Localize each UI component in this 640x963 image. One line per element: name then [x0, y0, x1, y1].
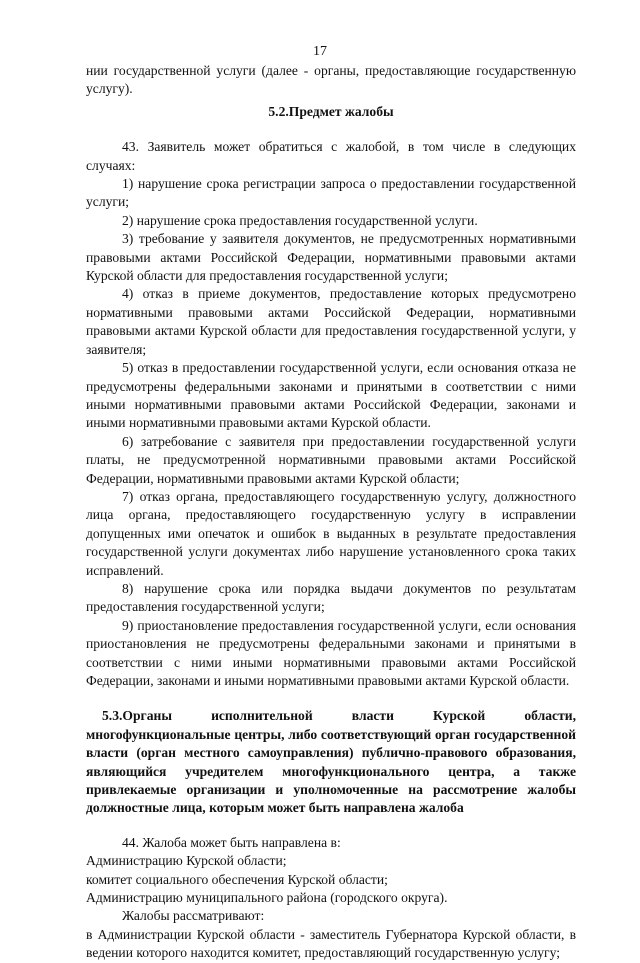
paragraph-reviewer-1: в Администрации Курской области - заместитель Губернатора Курской области, в ведении которого находится комитет, предоставляющий государственную услугу; — [86, 926, 576, 961]
paragraph-item-43: 43. Заявитель может обратиться с жалобой, в том числе в следующих случаях: — [86, 139, 576, 173]
paragraph-case-6: 6) затребование с заявителя при предоставлении государственной услуги платы, не предусмотренной нормативными правовыми актами Российской Федерации, нормативными правовыми актами Курской области; — [86, 433, 576, 486]
paragraph-case-5: 5) отказ в предоставлении государственной услуги, если основания отказа не предусмотрены федеральными законами и принятыми в соответствии с ними иными нормативными правовыми актами Российской Федерации, законами и иными нормативными правовыми актами Курской области. — [86, 360, 576, 431]
paragraph-addressee-2: комитет социального обеспечения Курской области; — [86, 871, 388, 887]
paragraph-section-5-3-title: 5.3.Органы исполнительной власти Курской области, многофункциональные центры, либо соответствующий орган государственной власти (орган местного самоуправления) публично-правового образования, являющийся учредителем многофункционального центра, а также привлекаемые организации и уполномоченные на рассмотрение жалобы должностные лица, которым может быть направлена жалоба — [86, 708, 576, 816]
paragraph-section-5-2-title: 5.2.Предмет жалобы — [268, 103, 394, 119]
paragraph-case-4: 4) отказ в приеме документов, предоставление которых предусмотрено нормативными правовыми актами Российской Федерации, нормативными правовыми актами Курской области для предоставления государственной услуги, у заявителя; — [86, 286, 576, 357]
paragraph-case-2: 2) нарушение срока предоставления государственной услуги. — [122, 212, 478, 228]
page-number: 17 — [313, 44, 327, 59]
document-body — [86, 62, 576, 963]
paragraph-item-44: 44. Жалоба может быть направлена в: — [122, 834, 341, 850]
paragraph-case-3: 3) требование у заявителя документов, не предусмотренных нормативными правовыми актами Российской Федерации, нормативными правовыми актами Курской области для предоставления государственной услуги; — [86, 231, 576, 284]
paragraph-addressee-1: Администрацию Курской области; — [86, 853, 287, 869]
paragraph-reviewers-intro: Жалобы рассматривают: — [122, 908, 265, 924]
paragraph-addressee-3: Администрацию муниципального района (городского округа). — [86, 890, 448, 906]
paragraph-case-9: 9) приостановление предоставления государственной услуги, если основания приостановления не предусмотрены федеральными законами и принятыми в соответствии с ними иными нормативными правовыми актами Российской Федерации, законами и иными нормативными правовыми актами Курской области. — [86, 617, 576, 688]
paragraph-case-1: 1) нарушение срока регистрации запроса о предоставлении государственной услуги; — [86, 176, 576, 210]
paragraph-case-8: 8) нарушение срока или порядка выдачи документов по результатам предоставления государственной услуги; — [86, 580, 576, 615]
paragraph-case-7: 7) отказ органа, предоставляющего государственную услугу, должностного лица органа, предоставляющего государственную услугу в исправлении допущенных ими опечаток и ошибок в выданных в результате предоставления государственной услуги документах либо нарушение установленного срока таких исправлений. — [86, 488, 576, 578]
paragraph-intro-continuation: нии государственной услуги (далее - органы, предоставляющие государственную услугу). — [86, 63, 576, 97]
